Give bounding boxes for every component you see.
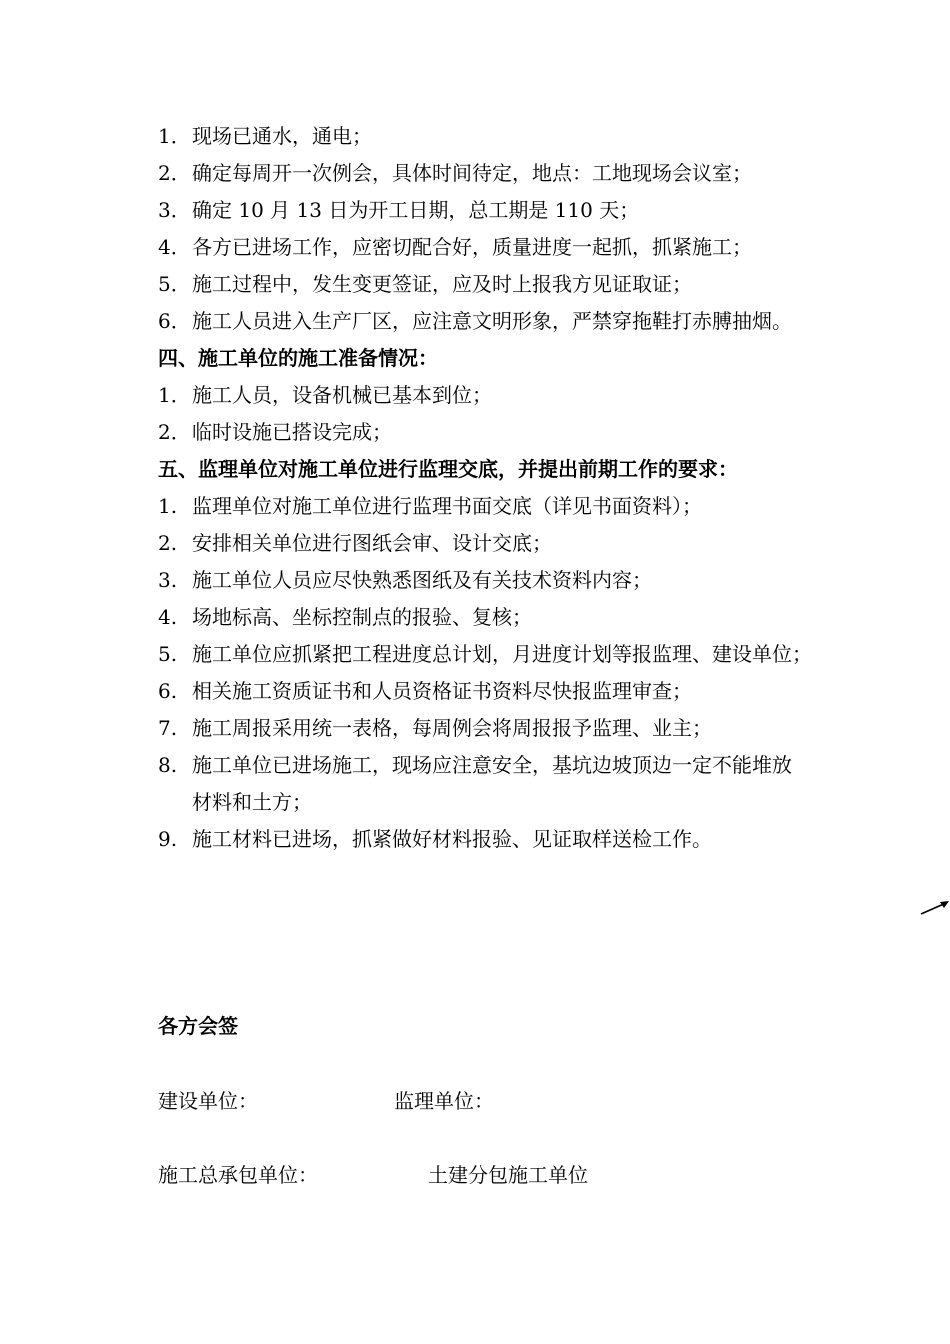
item-number: 8.: [158, 753, 178, 777]
list-item: [158, 636, 888, 673]
item-text: 施工单位已进场施工，现场应注意安全，基坑边坡顶边一定不能堆放: [192, 753, 792, 777]
item-text: 施工人员，设备机械已基本到位；: [192, 383, 492, 407]
list-item: [158, 562, 888, 599]
item-number: 2．: [158, 161, 191, 185]
list-item: [158, 710, 888, 747]
list-item: [158, 747, 888, 784]
item-number: 2.: [158, 531, 178, 555]
section-heading: 四、施工单位的施工准备情况：: [158, 346, 438, 370]
item-text: 施工单位人员应尽快熟悉图纸及有关技术资料内容；: [192, 568, 652, 592]
minutes-body: [158, 118, 888, 858]
item-number: 9.: [158, 827, 178, 851]
list-item: [158, 488, 888, 525]
signoff-row-2: [158, 1157, 758, 1194]
list-item: [158, 414, 888, 451]
item-text: 确定每周开一次例会，具体时间待定，地点：工地现场会议室；: [192, 161, 752, 185]
item-text: 确定 10 月 13 日为开工日期，总工期是 110 天；: [192, 198, 640, 222]
item-number: 1.: [158, 494, 178, 518]
arrow-icon: [918, 898, 950, 918]
list-item: [158, 673, 888, 710]
section-heading: 五、监理单位对施工单位进行监理交底，并提出前期工作的要求：: [158, 457, 738, 481]
item-text: 施工过程中，发生变更签证，应及时上报我方见证取证；: [192, 272, 692, 296]
civil-subcontractor-label: 土建分包施工单位: [428, 1163, 588, 1187]
item-number: 5．: [158, 272, 191, 296]
item-number: 1．: [158, 383, 191, 407]
item-text: 监理单位对施工单位进行监理书面交底（详见书面资料）；: [192, 494, 702, 518]
list-item: [158, 525, 888, 562]
item-number: 4.: [158, 605, 178, 629]
item-number: 3.: [158, 568, 178, 592]
item-text: 场地标高、坐标控制点的报验、复核；: [192, 605, 532, 629]
list-item: [158, 229, 888, 266]
item-number: 5.: [158, 642, 178, 666]
signoff-row-1: [158, 1083, 758, 1120]
item-number: 6．: [158, 309, 191, 333]
list-item: [158, 599, 888, 636]
item-number: 3．: [158, 198, 191, 222]
list-item: [158, 192, 888, 229]
item-text: 施工单位应抓紧把工程进度总计划，月进度计划等报监理、建设单位；: [192, 642, 812, 666]
item-text: 临时设施已搭设完成；: [192, 420, 392, 444]
general-contractor-label: 施工总承包单位：: [158, 1163, 318, 1187]
item-text: 施工材料已进场，抓紧做好材料报验、见证取样送检工作。: [192, 827, 712, 851]
owner-unit-label: 建设单位：: [158, 1089, 258, 1113]
supervisor-unit-label: 监理单位：: [394, 1089, 494, 1113]
list-item: [158, 155, 888, 192]
list-item-continuation: 材料和土方；: [192, 790, 312, 814]
item-number: 6.: [158, 679, 178, 703]
list-item: [158, 377, 888, 414]
item-number: 1．: [158, 124, 191, 148]
item-text: 相关施工资质证书和人员资格证书资料尽快报监理审查；: [192, 679, 692, 703]
list-item: [158, 118, 888, 155]
item-number: 2．: [158, 420, 191, 444]
item-text: 现场已通水，通电；: [192, 124, 372, 148]
list-item: [158, 303, 888, 340]
signoff-title: 各方会签: [158, 1014, 238, 1038]
list-item: [158, 266, 888, 303]
item-text: 施工人员进入生产厂区，应注意文明形象，严禁穿拖鞋打赤膊抽烟。: [192, 309, 792, 333]
item-text: 各方已进场工作，应密切配合好，质量进度一起抓，抓紧施工；: [192, 235, 752, 259]
item-number: 7.: [158, 716, 178, 740]
item-text: 安排相关单位进行图纸会审、设计交底；: [192, 531, 552, 555]
item-number: 4．: [158, 235, 191, 259]
item-text: 施工周报采用统一表格，每周例会将周报报予监理、业主；: [192, 716, 712, 740]
list-item: [158, 821, 888, 858]
